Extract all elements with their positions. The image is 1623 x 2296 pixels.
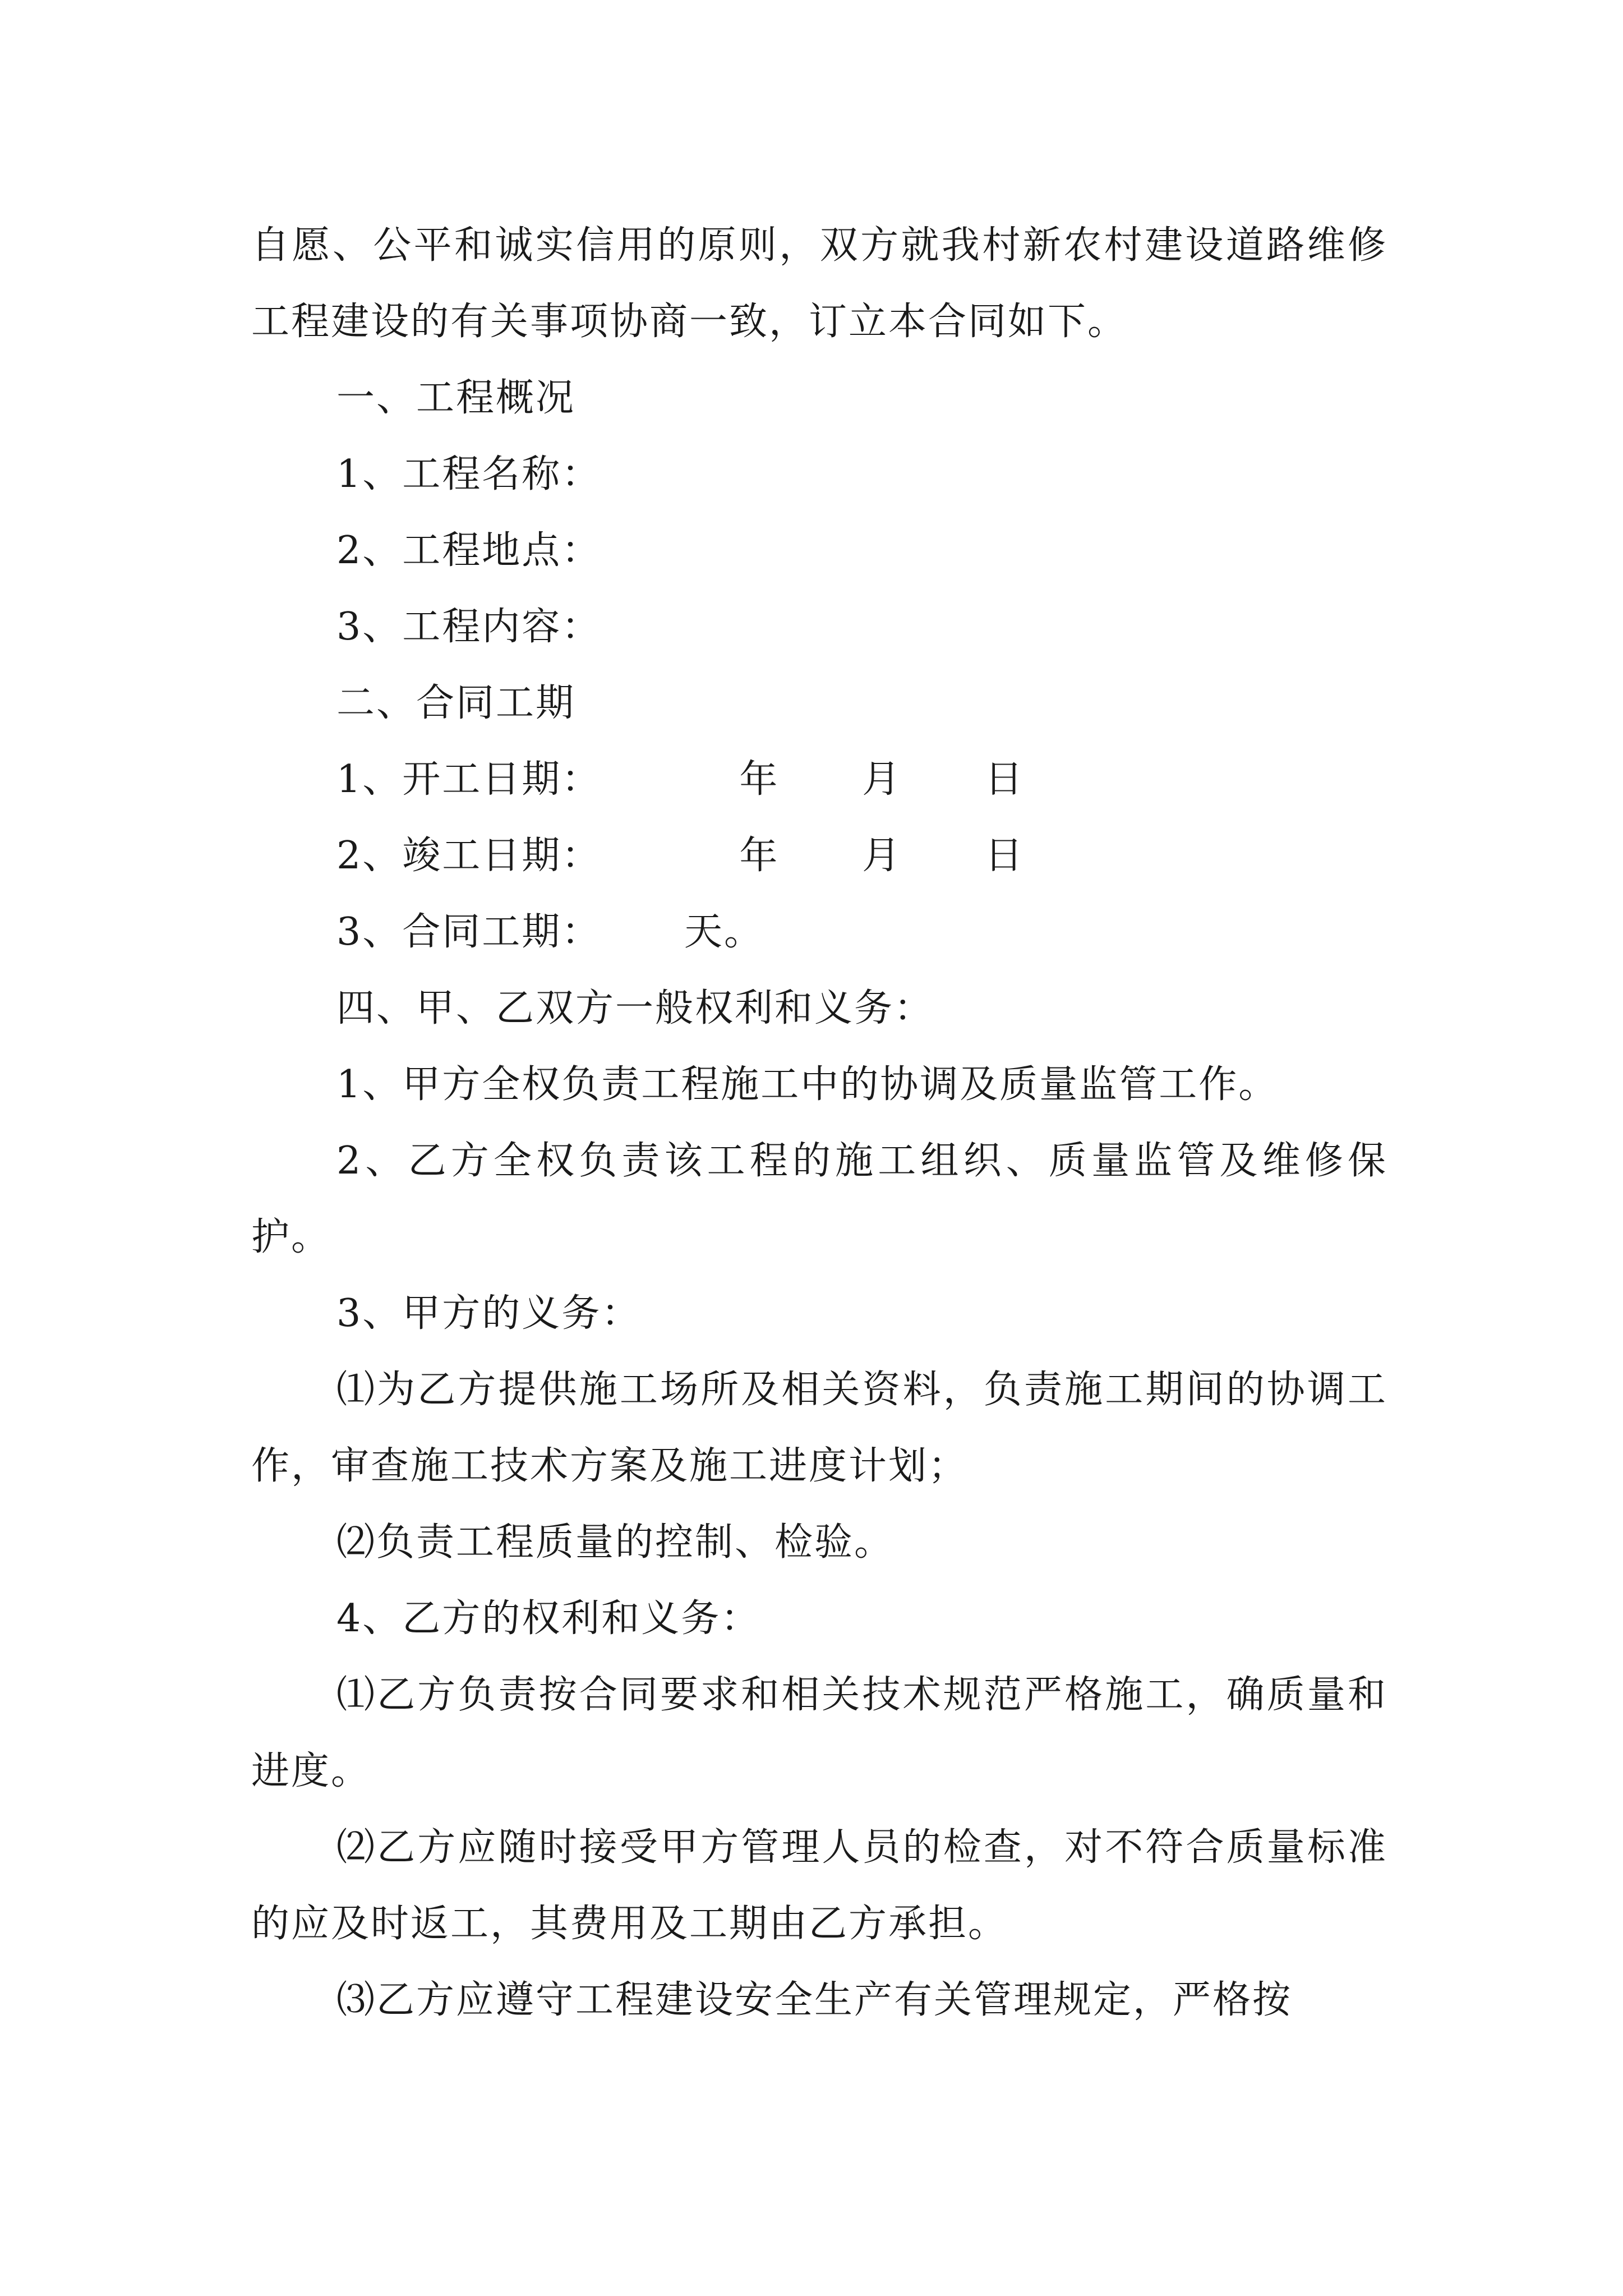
paragraph-intro: 自愿、公平和诚实信用的原则，双方就我村新农村建设道路维修工程建设的有关事项协商一致，订立本合同如下。 [251,223,1387,344]
project-location-line: 2、工程地点： [336,528,602,573]
completion-date-line: 2、竣工日期： 年 月 日 [336,834,1025,878]
section-heading-rights-obligations: 四、甲、乙双方一般权利和义务： [336,986,934,1030]
party-a-coordination-clause: 1、甲方全权负责工程施工中的协调及质量监管工作。 [336,1062,1279,1107]
contract-duration-line: 3、合同工期： 天。 [336,910,764,954]
party-b-organization-clause: 2、乙方全权负责该工程的施工组织、质量监管及维修保护。 [251,1139,1387,1259]
party-b-obligation-1: ⑴乙方负责按合同要求和相关技术规范严格施工，确质量和进度。 [251,1673,1387,1793]
project-name-line: 1、工程名称： [336,452,602,496]
party-b-obligation-3: ⑶乙方应遵守工程建设安全生产有关管理规定，严格按 [336,1978,1293,2022]
section-heading-project-overview: 一、工程概况 [336,376,576,420]
party-a-obligations-heading: 3、甲方的义务： [336,1291,642,1336]
party-b-rights-heading: 4、乙方的权利和义务： [336,1596,761,1641]
party-a-obligation-2: ⑵负责工程质量的控制、检验。 [336,1520,895,1565]
start-date-line: 1、开工日期： 年 月 日 [336,757,1025,802]
section-heading-contract-period: 二、合同工期 [336,681,576,725]
party-a-obligation-1: ⑴为乙方提供施工场所及相关资料，负责施工期间的协调工作，审查施工技术方案及施工进度计划； [251,1368,1387,1488]
project-content-line: 3、工程内容： [336,605,602,649]
document-body [251,208,1387,2039]
party-b-obligation-2: ⑵乙方应随时接受甲方管理人员的检查，对不符合质量标准的应及时返工，其费用及工期由乙方承担。 [251,1825,1387,1946]
